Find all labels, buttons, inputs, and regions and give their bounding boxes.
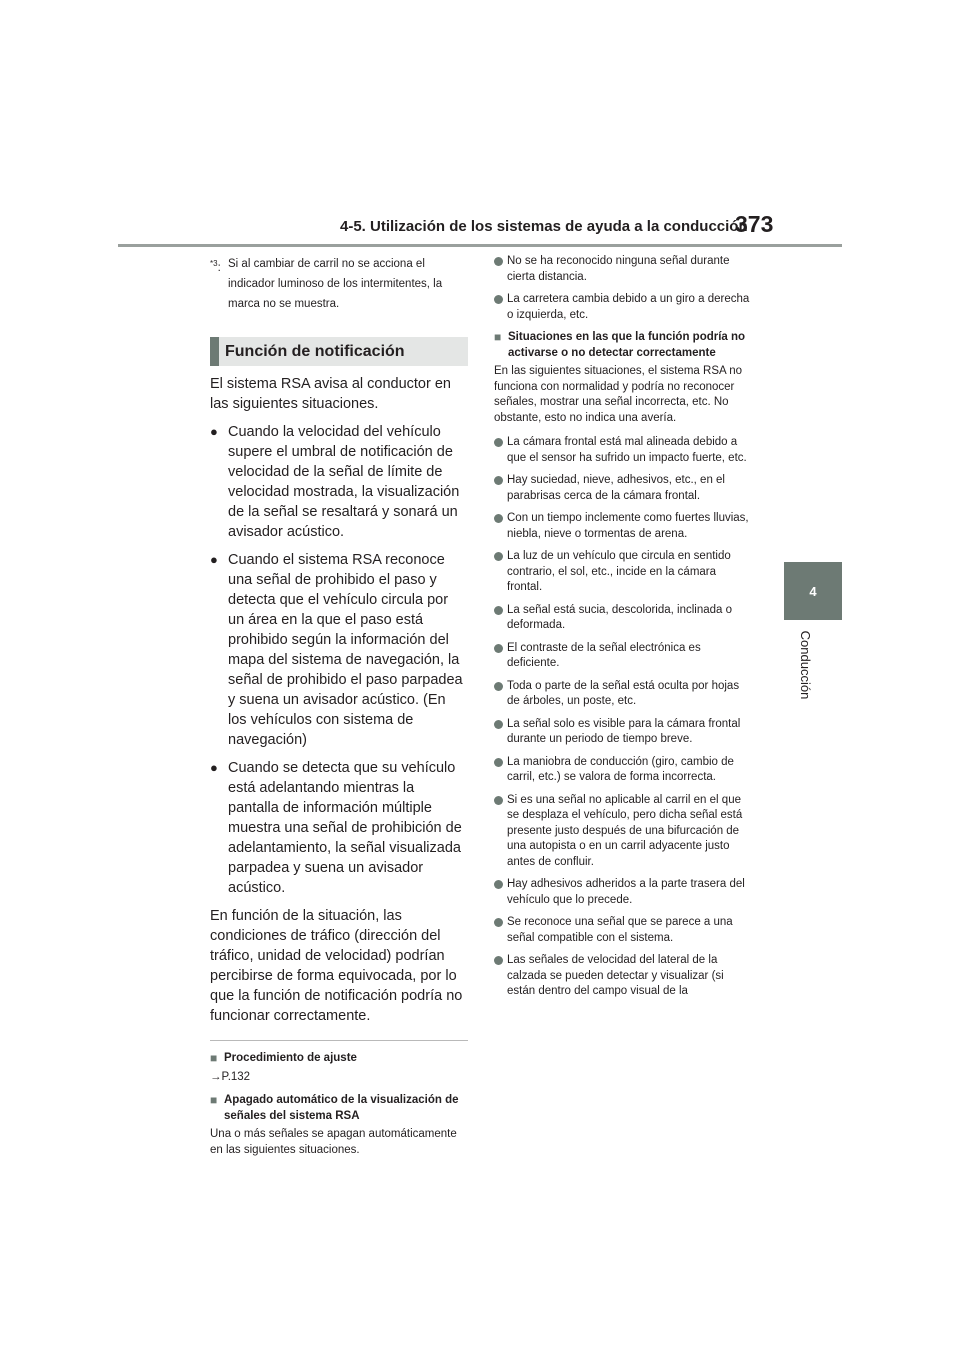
list-item: El contraste de la señal electrónica es deficiente. <box>494 641 754 672</box>
bullet-icon: ● <box>210 552 218 567</box>
chapter-tab[interactable] <box>784 562 842 620</box>
list-item: Hay suciedad, nieve, adhesivos, etc., en el parabrisas cerca de la cámara frontal. <box>494 473 754 504</box>
square-bullet-icon: ■ <box>494 330 502 344</box>
chapter-label: Conducción <box>798 630 813 700</box>
list-item: La cámara frontal está mal alineada debido a que el sensor ha sufrido un impacto fuerte, etc. <box>494 435 754 466</box>
bullet-icon <box>494 257 503 266</box>
square-bullet-icon: ■ <box>210 1093 218 1107</box>
square-bullet-icon: ■ <box>210 1051 218 1065</box>
list-item: Toda o parte de la señal está oculta por hojas de árboles, un poste, etc. <box>494 679 754 710</box>
list-item: No se ha reconocido ninguna señal durante cierta distancia. <box>494 254 754 285</box>
bullet-icon <box>494 880 503 889</box>
list-item <box>210 422 468 542</box>
left-column <box>210 254 468 1167</box>
header-rule <box>118 244 842 247</box>
subheading-limitations: ■ Situaciones en las que la función podría no activarse o no detectar correctamente <box>494 330 754 361</box>
bullet-icon <box>494 796 503 805</box>
bullet-icon <box>494 552 503 561</box>
divider <box>210 1040 468 1041</box>
right-column <box>494 254 754 1007</box>
section-heading: Función de notificación <box>210 337 468 366</box>
bullet-icon <box>494 956 503 965</box>
chapter-number: 4 <box>809 583 817 599</box>
auto-off-paragraph: Una o más señales se apagan automáticamente en las siguientes situaciones. <box>210 1128 457 1156</box>
bullet-icon <box>494 682 503 691</box>
bullet-icon <box>494 514 503 523</box>
list-item-text: Cuando la velocidad del vehículo supere el umbral de notificación de velocidad de la señal de límite de velocidad mostrada, la visualización de la señal se resaltará y sonará un avisador acústico. <box>228 424 460 540</box>
list-item: La señal solo es visible para la cámara frontal durante un periodo de tiempo breve. <box>494 717 754 748</box>
bullet-icon <box>494 438 503 447</box>
list-item-text: Cuando el sistema RSA reconoce una señal de prohibido el paso y detecta que el vehículo circula por un área en la que el paso está prohibido según la información del mapa del sistema de navegación, la señal de prohibido el paso parpadea y suena un avisador acústico. (En los vehículos con sistema de navegación) <box>228 552 463 748</box>
list-item-text: Cuando se detecta que su vehículo está adelantando mientras la pantalla de información múltiple muestra una señal de prohibición de adelantamiento, la señal visualizada parpadea y suena un avisador acústico. <box>228 760 462 896</box>
list-item: La luz de un vehículo que circula en sentido contrario, el sol, etc., incide en la cámara frontal. <box>494 549 754 596</box>
bullet-icon <box>494 758 503 767</box>
bullet-icon <box>494 720 503 729</box>
bullet-icon <box>494 606 503 615</box>
footnote <box>210 254 468 314</box>
list-item: Se reconoce una señal que se parece a una señal compatible con el sistema. <box>494 915 754 946</box>
bullet-icon <box>494 295 503 304</box>
bullet-icon: ● <box>210 424 218 439</box>
section-title: 4-5. Utilización de los sistemas de ayuda a la conducción <box>340 218 748 235</box>
closing-paragraph: En función de la situación, las condiciones de tráfico (dirección del tráfico, unidad de velocidad) podrían percibirse de forma equivocada, por lo que la función de notificación podría no funcionar correctamente. <box>210 908 463 1024</box>
footnote-text: Si al cambiar de carril no se acciona el indicador luminoso de los intermitentes, la marca no se muestra. <box>228 258 443 310</box>
subheading-settings: ■ Procedimiento de ajuste <box>210 1051 357 1065</box>
list-item: La maniobra de conducción (giro, cambio de carril, etc.) se valora de forma incorrecta. <box>494 755 754 786</box>
list-item: La señal está sucia, descolorida, inclinada o deformada. <box>494 603 754 634</box>
footnote-mark: $^{*3}$: <box>210 259 221 274</box>
bullet-icon <box>494 476 503 485</box>
list-item: Las señales de velocidad del lateral de la calzada se pueden detectar y visualizar (si están dentro del campo visual de la <box>494 953 754 1000</box>
list-item: La carretera cambia debido a un giro a derecha o izquierda, etc. <box>494 292 754 323</box>
page-number: 373 <box>735 211 774 237</box>
page-reference-link[interactable]: →P.132 <box>210 1070 251 1083</box>
list-item: Si es una señal no aplicable al carril en el que se desplaza el vehículo, pero dicha señal está presente justo después de una bifurcación de una autopista o en un carril adyacente justo antes de confluir. <box>494 793 754 871</box>
bullet-icon: ● <box>210 760 218 775</box>
list-item <box>210 550 468 750</box>
list-item: Hay adhesivos adheridos a la parte trasera del vehículo que lo precede. <box>494 877 754 908</box>
bullet-icon <box>494 644 503 653</box>
intro-paragraph: El sistema RSA avisa al conductor en las siguientes situaciones. <box>210 376 451 412</box>
list-item: Con un tiempo inclemente como fuertes lluvias, niebla, nieve o tormentas de arena. <box>494 511 754 542</box>
limitations-paragraph: En las siguientes situaciones, el sistema RSA no funciona con normalidad y podría no reconocer señales, mostrar una señal incorrecta, etc. No obstante, esto no indica una avería. <box>494 365 743 424</box>
bullet-icon <box>494 918 503 927</box>
list-item <box>210 758 468 898</box>
subheading-auto-off: ■ Apagado automático de la visualización de señales del sistema RSA <box>210 1093 468 1124</box>
